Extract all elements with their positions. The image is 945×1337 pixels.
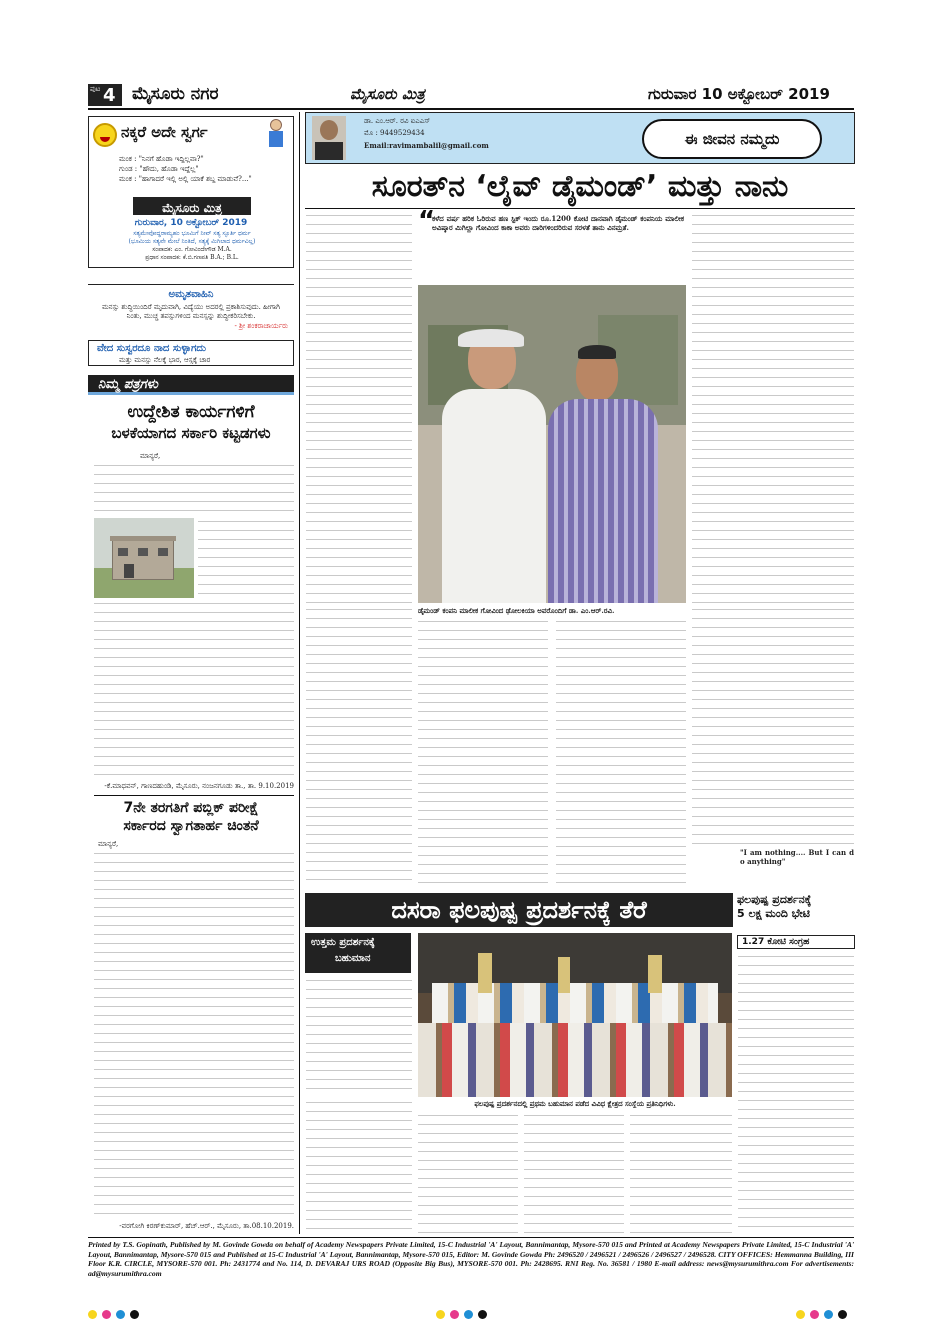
side-headline-1: ಫಲಪುಷ್ಪ ಪ್ರದರ್ಶನಕ್ಕೆ [737,893,812,906]
color-dot [796,1310,805,1319]
page-badge: ಪುಟ [90,85,101,93]
side-headline-box [737,893,855,935]
letter1-body-bottom [94,600,294,780]
joke-box [88,116,294,268]
dasara-photo-caption: ಫಲಪುಷ್ಪ ಪ್ರದರ್ಶನದಲ್ಲಿ ಪ್ರಥಮ ಬಹುಮಾನ ಪಡೆದ ವಿವಿಧ ಕ್ಷೇತ್ರದ ಸಂಸ್ಥೆಯ ಪ್ರತಿನಿಧಿಗಳು. [474,1099,676,1108]
letter1-headline-2: ಬಳಕೆಯಾಗದ ಸರ್ಕಾರಿ ಕಟ್ಟಡಗಳು [111,424,271,442]
author-email: Email:ravimambalil@gmail.com [364,141,489,150]
veda-subline: ಮತ್ತು ಮನಸ್ಸು ನೆಲಕ್ಕೆ ಭಾರ, ಆಸ್ಸಕ್ಕೆ ಚಾರ [119,356,211,364]
feature-col4-lower [692,606,854,846]
letter1-body-side [198,518,294,598]
footer-imprint: Printed by T.S. Gopinath, Published by M. Govinde Gowda on behalf of Academy Newspapers Private Limited, 15-C Industrial 'A' Layout, Bannimantap, Mysore-570 015 and Printed at Academy Newspapers Private Limited, 15-C Industrial 'A' Layout, Bannimantap, Mysore-570 015 and Published at 15-C Industrial 'A' Layout, Bannimantap, Mysore-570 015, Editor: M. Govinde Gowda Ph: 2496520 / 2496521 / 2496526 / 2496527 / 2496528. CITY OFFICES: Hemmanna Building, III Floor K.R. CIRCLE, MYSORE-570 001. Ph: 2431774 and No. 114, D. DEVARAJ URS ROAD (Opposite Big Bus), MYSORE-570 001. Ph: 2428695. RNI Reg. No. 36581 / 1980 E-mail address: news@mysurumithra.com For advertisements: ad@mysurumithra.com [88,1240,854,1278]
dasara-col1-lower [306,1099,412,1233]
page-number-box [88,84,122,106]
letter2-salutation: ಮಾನ್ಯರೆ, [98,840,119,848]
letter1-signature: -ಕೆ.ಮಾಧವನ್, ಗಾಣದಹುಂಡಿ, ಮೈಸೂರು, ನಂಜನಗೂಡು ತಾ., ತಾ. 9.10.2019 [104,782,294,790]
amrutavahini-source: - ಶ್ರೀ ಶಂಕರಾಚಾರ್ಯರು [234,322,288,330]
quote-mark-icon: “ [418,206,436,236]
dasara-group-photo [418,933,732,1097]
feature-col3-lower [556,618,686,888]
feature-col1-text [306,212,412,604]
color-dot [88,1310,97,1319]
veda-line: ವೇದ ಸುಸ್ವರದೂ ನಾದ ಸುಳ್ಳಾಗದು [97,343,207,354]
author-strip [305,112,855,164]
color-dot [824,1310,833,1319]
author-photo [312,116,346,160]
footer-rule [88,1237,854,1238]
column-name-box [642,119,822,159]
award-sub-1: ಉತ್ತಮ ಪ್ರದರ್ಶನಕ್ಕೆ [311,937,375,948]
letter2-headline-1: 7ನೇ ತರಗತಿಗೆ ಪಬ್ಲಿಕ್ ಪರೀಕ್ಷೆ [123,800,259,816]
page-number: 4 [103,85,116,106]
feature-col3-text [692,212,854,604]
mitra-logo-box [133,197,251,215]
amrutavahini-text: ಮನಸ್ಸು ಶುದ್ಧಿಯಿಂದಿರೆ ಮೃದುವಾಗಿ, ವಿದ್ಯೆಯು ಅದರಲ್ಲಿ ಪ್ರಕಾಶಿಸುವುದು. ಹೀಗಾಗಿ ನಿಂತು, ಮುಚ್ಚ ತಪಸ್ಸುಗಳಿಂದ ಮನಸ್ಸನ್ನು ಶುದ್ಧೀಕರಿಸಬೇಕು. [102,303,280,320]
joke-title: ನಕ್ಕರೆ ಅದೇ ಸ್ವರ್ಗ [121,123,208,141]
dasara-col4-lower [630,1112,732,1233]
pullquote-text: ಕಳೆದ ವರ್ಷ ಹರಿಕ ಓರಿರುವ ಹಣ ಸ್ಟಿಕ್ ಇಂದು ರೂ.1200 ಕೋಟಿ ದಾನವಾಗಿ ಡೈಮಂಡ್ ಕಂಪನಿಯ ಮಾಲೀಕ ಅವಿಷ್ಕಾರ ಮಿಗಿಲ್ಲಾ ಗೋವಿಂದ ಕಾಕಾ ಅವರು ದಾರಿಗಳಿಂದರಿರುವ ಸರಳತೆ ತಾನು ವಿನಮ್ರತೆ. [432,214,684,232]
mitra-line: (ಭೂಮಿಯ ಸತ್ಯವೇ ಮೇಲೆ ನಿಂತಿದೆ, ಸತ್ಯಕ್ಕೆ ಮಿಗಿಲಾದ ಧರ್ಮವಿಲ್ಲ) [128,238,256,245]
side-subheadline: 1.27 ಕೋಟಿ ಸಂಗ್ರಹ [742,937,810,947]
feature-col2-lower [418,618,548,888]
dasara-headline: ದಸರಾ ಫಲಪುಷ್ಪ ಪ್ರದರ್ಶನಕ್ಕೆ ತೆರೆ [391,896,647,924]
masthead-logo: ಮೈಸೂರು ಮಿತ್ರ [350,85,425,103]
dasara-col2-lower [418,1112,518,1233]
mitra-line: ಸತ್ಯಮೇವೋದ್ಧರಾಮ್ಯಹಂ ಭೂಮಿಗೆ ನೀವ್ ಸತ್ಯ ಸ್ಫೂರ್ತಿ ಧರ್ಮ [133,230,251,237]
color-dot [102,1310,111,1319]
pullquote-box [418,206,686,282]
feature-photo [418,285,686,603]
dasara-col3-lower [524,1112,624,1233]
award-sub-box [305,933,411,973]
building-photo [94,518,194,598]
amrutavahini-box [88,284,294,340]
laugh-icon [93,123,117,147]
header-rule [88,108,854,110]
color-dot [838,1310,847,1319]
side-sub-box [737,935,855,949]
dasara-col1-text [306,977,412,1097]
letter1-body-top [94,462,294,516]
letter1-headline-1: ಉದ್ದೇಶಿತ ಕಾರ್ಯಗಳಿಗೆ [127,402,255,422]
headline-rule [305,208,855,209]
color-dot [436,1310,445,1319]
issue-date: ಗುರುವಾರ 10 ಅಕ್ಟೋಬರ್ 2019 [648,85,830,103]
feature-closing-quote: "I am nothing.... But I can do anything" [740,848,854,866]
author-name: ಡಾ. ಎಂ.ಆರ್. ರವಿ ಐಎಎಸ್ [364,117,431,125]
section-title: ಮೈಸೂರು ನಗರ [132,84,219,104]
color-dot [450,1310,459,1319]
letter2-signature: -ವರಗೋಗಿ ಕಿರಣ್‌ಕುಮಾರ್, ಹೆಚ್.ಆರ್., ಮೈಸೂರು, ತಾ.08.10.2019. [119,1222,294,1230]
mitra-line: ಪ್ರಧಾನ ಸಂಪಾದಕ: ಕೆ.ಬಿ.ಗಣಪತಿ B.A.; B.L. [145,254,239,261]
color-dot [464,1310,473,1319]
side-headline-2: 5 ಲಕ್ಷ ಮಂದಿ ಭೇಟಿ [737,907,810,920]
letters-header [88,375,294,395]
dasara-headline-bar [305,893,733,927]
cartoon-figure [261,119,289,151]
column-name: ಈ ಜೀವನ ನಮ್ಮದು [684,130,780,148]
letter1-salutation: ಮಾನ್ಯರೆ, [140,452,161,460]
award-sub-2: ಬಹುಮಾನ [335,953,371,964]
mitra-logo: ಮೈಸೂರು ಮಿತ್ರ [162,201,222,215]
color-dot [810,1310,819,1319]
letters-divider [94,795,294,796]
amrutavahini-title: ಅಮೃತವಾಹಿನಿ [168,289,214,300]
color-dot [130,1310,139,1319]
side-body [738,953,854,1233]
feature-headline: ಸೂರತ್‌ನ ‘ಲೈವ್ ಡೈಮಂಡ್’ ಮತ್ತು ನಾನು [371,169,789,204]
joke-line: ಮಂಕ : "ನಿನಗೆ ಹೊಡಾ ಇದ್ದಿಲ್ಲವಾ?" [119,155,204,163]
joke-text [119,155,289,193]
letter2-body [94,850,294,1220]
color-dot [116,1310,125,1319]
letters-header-title: ನಿಮ್ಮ ಪತ್ರಗಳು [98,377,158,392]
joke-line: ಗುಂಡ : "ಹೌದು, ಹೊಡಾ ಇದ್ದೆಲ್ಲ" [119,165,199,173]
color-registration-marks [88,1304,854,1316]
page-header [88,82,854,108]
mitra-line: ಸಂಪಾದಕ: ಎಂ. ಗೋವಿಂದೇಗೌಡ M.A. [152,246,232,253]
feature-photo-caption: ಡೈಮಂಡ್ ಕಂಪನಿ ಮಾಲೀಕ ಗೋವಿಂದ ಢೋಲಕಿಯಾ ಅವರೊಂದಿಗೆ ಡಾ. ಎಂ.ಆರ್.ರವಿ. [418,606,615,615]
feature-col1-lower [306,606,412,888]
joke-line: ಮಂಕ : "ಹಾಗಾದರೆ ಇಲ್ಲಿ ಅಲ್ಲಿ ಯಾಕೆ ಶಬ್ದ ಮಾಡುವೆ?..." [119,175,252,183]
column-divider [299,112,300,1234]
letter2-headline-2: ಸರ್ಕಾರದ ಸ್ವಾಗತಾರ್ಹ ಚಿಂತನೆ [123,818,259,834]
mitra-details [95,230,289,262]
author-phone: ಮೊ : 9449529434 [364,129,425,137]
veda-box [88,340,294,366]
mitra-date: ಗುರುವಾರ, 10 ಅಕ್ಟೋಬರ್ 2019 [134,218,248,228]
color-dot [478,1310,487,1319]
